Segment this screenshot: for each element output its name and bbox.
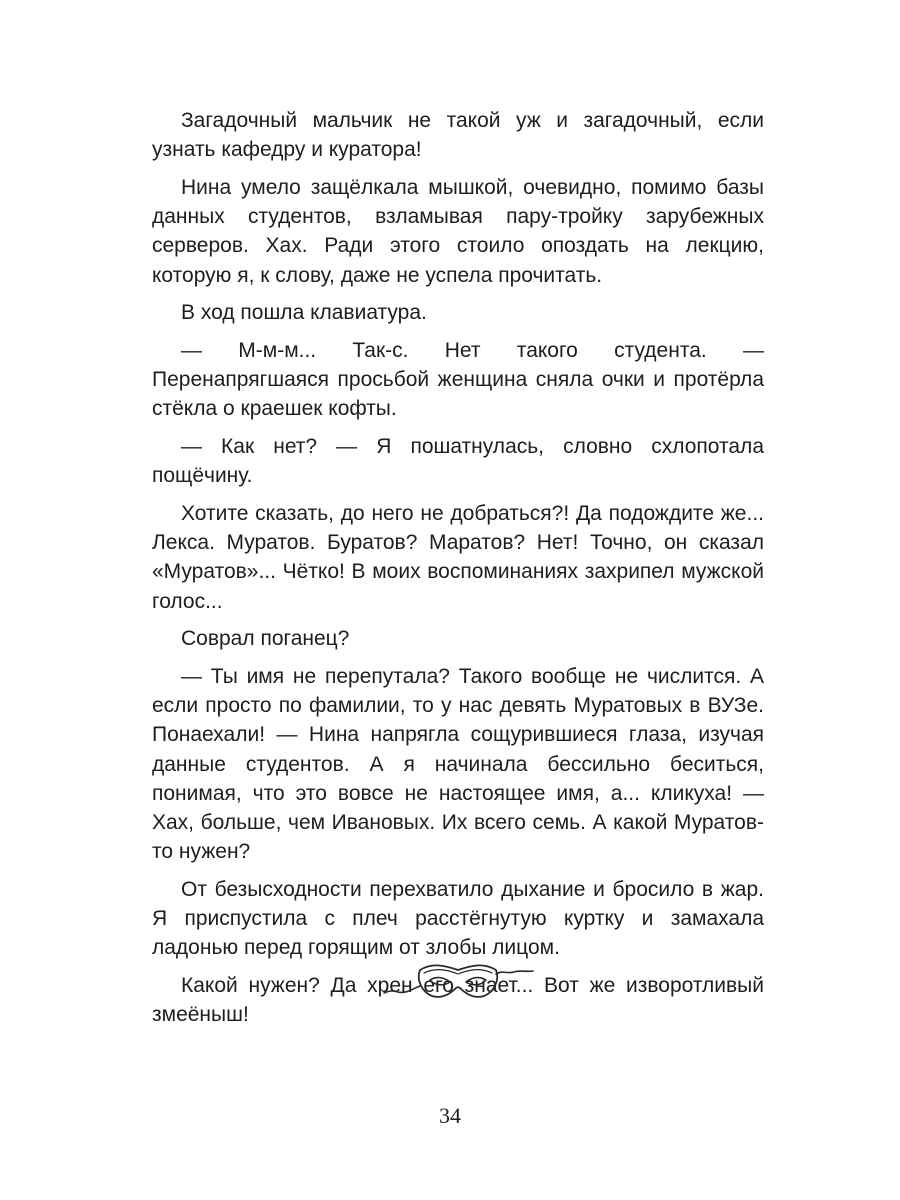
paragraph-5: — Как нет? — Я пошатнулась, словно схлопотала пощёчину.: [152, 435, 764, 488]
mask-icon: [378, 958, 538, 1002]
paragraph-8: — Ты имя не перепутала? Такого вообще не числится. А если просто по фамилии, то у нас девять Муратовых в ВУЗе. Понаехали! — Нина напрягла сощурившиеся глаза, изучая данные студентов. А я начинала бессильно беситься, понимая, что это вовсе не настоящее имя, а... кликуха! — Хах, больше, чем Ивановых. Их всего семь. А какой Муратов-то нужен?: [152, 664, 764, 864]
paragraph-4: — М-м-м... Так-с. Нет такого студента. — Перенапрягшаяся просьбой женщина сняла очки и протёрла стёкла о краешек кофты.: [152, 338, 764, 421]
paragraph-1: Загадочный мальчик не такой уж и загадочный, если узнать кафедру и куратора!: [152, 109, 764, 162]
paragraph-2: Нина умело защёлкала мышкой, очевидно, помимо базы данных студентов, взламывая пару-тройку зарубежных серверов. Хах. Ради этого стоило опоздать на лекцию, которую я, к слову, даже не успела прочитать.: [152, 175, 764, 287]
paragraph-3: В ход пошла клавиатура.: [181, 301, 427, 325]
paragraph-9: От безысходности перехватило дыхание и бросило в жар. Я приспустила с плеч расстёгнутую куртку и замахала ладонью перед горящим от злобы лицом.: [152, 877, 764, 960]
body-text: [152, 106, 764, 1038]
paragraph-7: Соврал поганец?: [181, 627, 350, 651]
page-number: 34: [439, 1103, 461, 1128]
paragraph-6: Хотите сказать, до него не добраться?! Да подождите же... Лекса. Муратов. Буратов? Маратов? Нет! Точно, он сказал «Муратов»... Чётко! В моих воспоминаниях захрипел мужской голос...: [152, 501, 764, 613]
paragraph-10: Какой нужен? Да хрен его знает... Вот же изворотливый змеёныш!: [152, 973, 764, 1027]
